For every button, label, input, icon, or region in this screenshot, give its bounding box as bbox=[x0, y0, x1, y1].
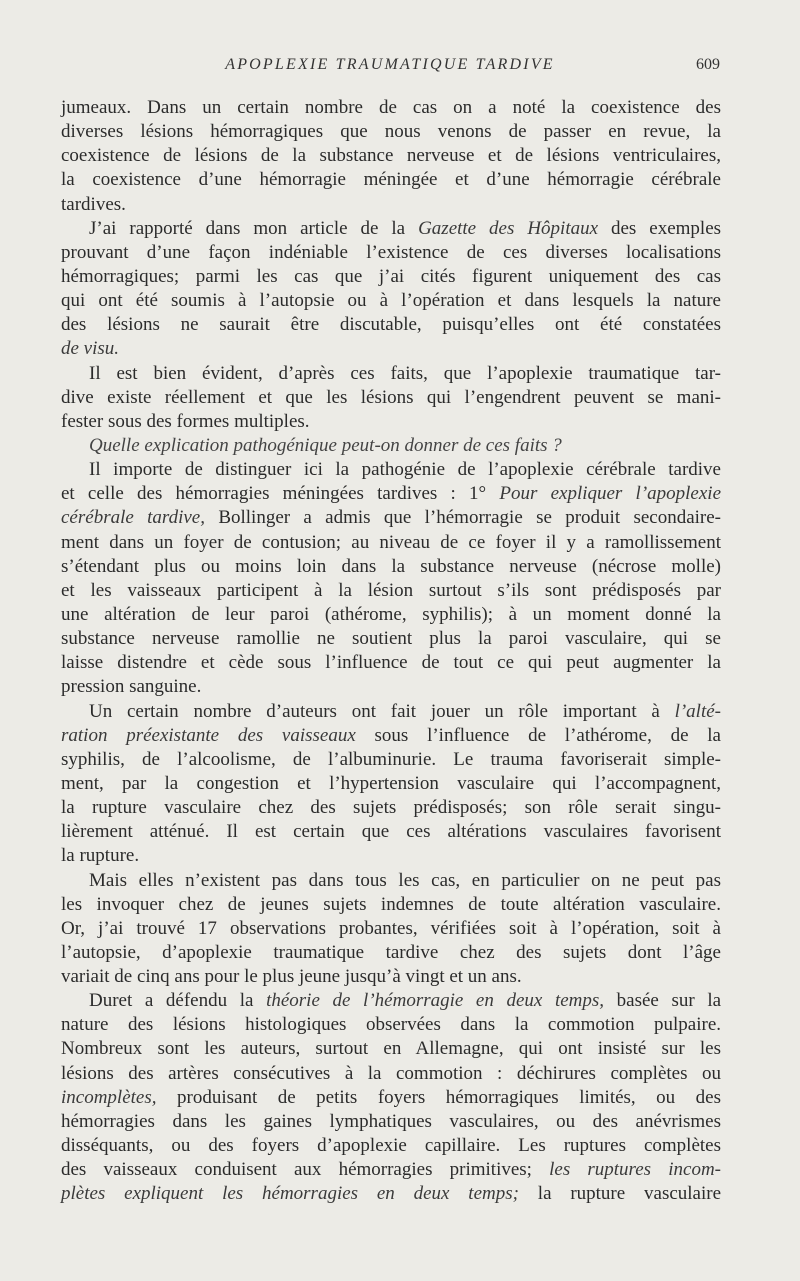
text-run: Un certain nombre d’auteurs ont fait jouer un rôle important à bbox=[89, 700, 660, 722]
text-line: prouvant d’une façon indéniable l’existence de ces diverses localisations bbox=[61, 241, 721, 263]
italic-run: les ruptures incom- bbox=[549, 1159, 721, 1181]
running-head bbox=[60, 56, 720, 82]
text-run: des vaisseaux conduisent aux hémorragies primitives; bbox=[61, 1159, 532, 1181]
italic-run: cérébrale tardive, bbox=[61, 507, 205, 529]
text-line bbox=[61, 1086, 721, 1110]
text-run: J’ai rapporté dans mon article de la bbox=[89, 217, 406, 239]
text-line: tardives. bbox=[61, 193, 126, 215]
text-line: la coexistence d’une hémorragie méningée et d’une hémorragie cérébrale bbox=[61, 169, 721, 191]
text-line: les invoquer chez de jeunes sujets indemnes de toute altération vasculaire. bbox=[61, 893, 721, 915]
text-line: Or, j’ai trouvé 17 observations probantes, vérifiées soit à l’opération, soit à bbox=[61, 917, 721, 939]
text-line: variait de cinq ans pour le plus jeune jusqu’à vingt et un ans. bbox=[61, 966, 522, 988]
text-line: laisse distendre et cède sous l’influence de tout ce qui peut augmenter la bbox=[61, 652, 721, 674]
text-line bbox=[61, 700, 721, 724]
text-line: Mais elles n’existent pas dans tous les cas, en particulier on ne peut pas bbox=[89, 869, 721, 891]
text-line bbox=[61, 482, 721, 506]
text-line: la rupture vasculaire chez des sujets prédisposés; son rôle serait singu- bbox=[61, 797, 721, 819]
text-line: Nombreux sont les auteurs, surtout en Allemagne, qui ont insisté sur les bbox=[61, 1038, 721, 1060]
italic-run: Gazette des Hôpitaux bbox=[418, 217, 599, 239]
italic-run: de visu. bbox=[61, 338, 120, 360]
text-line: jumeaux. Dans un certain nombre de cas on a noté la coexistence des bbox=[61, 97, 721, 118]
text-line: une altération de leur paroi (athérome, syphilis); à un moment donné la bbox=[61, 603, 721, 625]
text-run: des exemples bbox=[611, 217, 722, 239]
text-line: Il importe de distinguer ici la pathogénie de l’apoplexie cérébrale tardive bbox=[89, 459, 721, 481]
text-run: basée sur la bbox=[616, 990, 722, 1012]
text-line bbox=[61, 1158, 721, 1182]
text-line: syphilis, de l’alcoolisme, de l’albuminurie. Le trauma favoriserait simple- bbox=[61, 748, 721, 770]
text-run: produisant de petits foyers hémorragiques limités, ou des bbox=[177, 1086, 721, 1108]
body-text bbox=[61, 96, 721, 1206]
text-run: Duret a défendu la bbox=[89, 990, 254, 1012]
text-run: la rupture vasculaire bbox=[537, 1183, 722, 1205]
text-line: hémorragies dans les gaines lymphatiques vasculaires, ou des anévrismes bbox=[61, 1110, 721, 1132]
text-line: fester sous des formes multiples. bbox=[61, 410, 310, 432]
text-line: s’étendant plus ou moins loin dans la substance nerveuse (nécrose molle) bbox=[61, 555, 721, 577]
italic-run: l’alté- bbox=[674, 700, 722, 722]
text-line: Il est bien évident, d’après ces faits, que l’apoplexie traumatique tar- bbox=[89, 362, 721, 384]
text-line: substance nerveuse ramollie ne soutient plus la paroi vasculaire, qui se bbox=[61, 628, 721, 650]
text-line: coexistence de lésions de la substance nerveuse et de lésions ventriculaires, bbox=[61, 145, 721, 167]
text-line: l’autopsie, d’apoplexie traumatique tardive chez des sujets dont l’âge bbox=[61, 941, 721, 963]
italic-run: ration préexistante des vaisseaux bbox=[61, 724, 356, 746]
text-line: qui ont été soumis à l’autopsie ou à l’opération et dans lesquels la nature bbox=[61, 290, 721, 312]
text-line bbox=[61, 1182, 721, 1206]
text-line bbox=[61, 506, 721, 530]
section-heading: Quelle explication pathogénique peut-on donner de ces faits ? bbox=[89, 434, 562, 456]
text-line bbox=[61, 217, 721, 241]
page-number: 609 bbox=[696, 56, 720, 73]
text-line bbox=[61, 724, 721, 748]
text-line: lésions des artères consécutives à la commotion : déchirures complètes ou bbox=[61, 1062, 721, 1084]
text-line: des lésions ne saurait être discutable, puisqu’elles ont été constatées bbox=[61, 314, 721, 336]
text-line: et les vaisseaux participent à la lésion surtout s’ils sont prédisposés par bbox=[61, 579, 721, 601]
text-run: Bollinger a admis que l’hémorragie se produit secondaire- bbox=[218, 507, 721, 529]
text-line: pression sanguine. bbox=[61, 676, 202, 698]
text-line: disséquants, ou des foyers d’apoplexie capillaire. Les ruptures complètes bbox=[61, 1135, 721, 1157]
text-line: diverses lésions hémorragiques que nous venons de passer en revue, la bbox=[61, 121, 721, 143]
text-line: la rupture. bbox=[61, 845, 140, 867]
text-line bbox=[61, 337, 721, 361]
text-line: nature des lésions histologiques observées dans la commotion pulpaire. bbox=[61, 1014, 721, 1036]
italic-run: théorie de l’hémorragie en deux temps, bbox=[266, 990, 605, 1012]
text-line: ment, par la congestion et l’hypertension vasculaire qui l’accompagnent, bbox=[61, 772, 721, 794]
text-line: hémorragiques; parmi les cas que j’ai cités figurent uniquement des cas bbox=[61, 265, 721, 287]
text-run: sous l’influence de l’athérome, de la bbox=[374, 724, 721, 746]
italic-run: Pour expliquer l’apoplexie bbox=[499, 483, 722, 505]
text-line: lièrement atténué. Il est certain que ces altérations vasculaires favorisent bbox=[61, 821, 721, 843]
running-title: APOPLEXIE TRAUMATIQUE TARDIVE bbox=[225, 56, 555, 73]
italic-run: incomplètes, bbox=[61, 1086, 157, 1108]
italic-run: plètes expliquent les hémorragies en deux temps; bbox=[61, 1183, 519, 1205]
text-line bbox=[61, 989, 721, 1013]
text-line: dive existe réellement et que les lésions qui l’engendrent peuvent se mani- bbox=[61, 386, 721, 408]
text-run: et celle des hémorragies méningées tardives : 1° bbox=[61, 483, 487, 505]
text-line: ment dans un foyer de contusion; au niveau de ce foyer il y a ramollissement bbox=[61, 531, 721, 553]
